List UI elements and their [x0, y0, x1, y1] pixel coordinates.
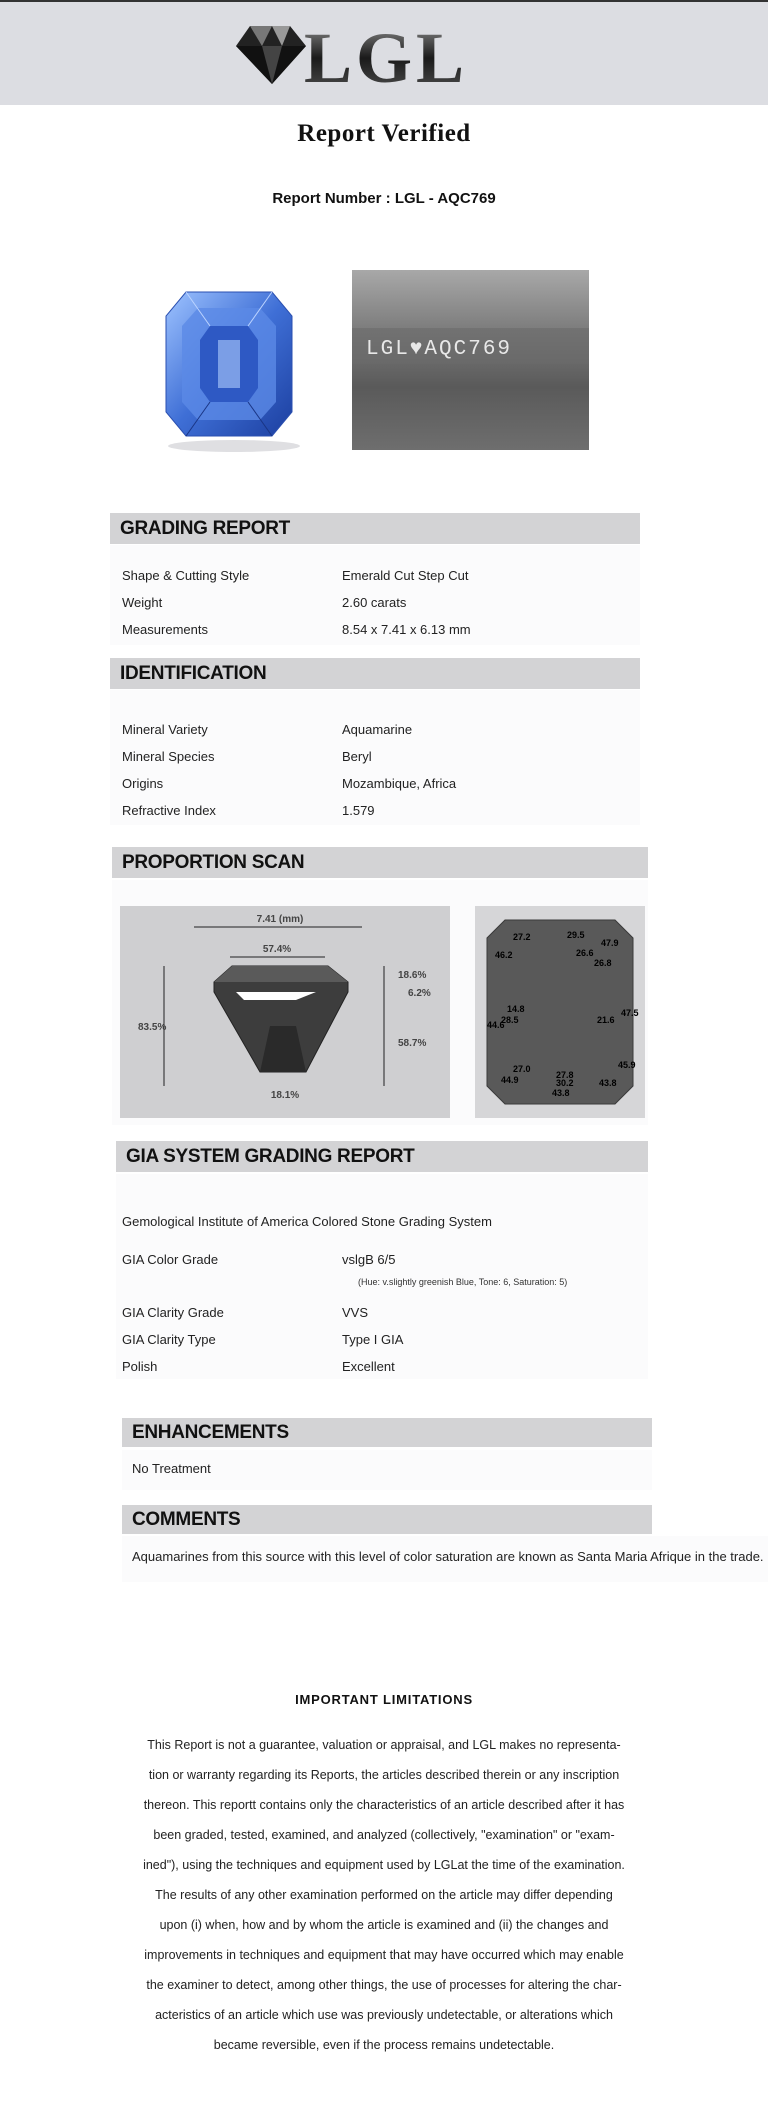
inscription-photo	[352, 270, 589, 450]
measurements-label: Measurements	[122, 622, 208, 637]
origins-label: Origins	[122, 776, 164, 791]
face-label: 45.9	[618, 1060, 636, 1070]
profile-diagram-svg	[120, 906, 450, 1118]
inscription-text: LGL♥AQC769	[366, 338, 513, 361]
gia-clarity-type-value: Type I GIA	[342, 1332, 404, 1347]
weight-value: 2.60 carats	[342, 595, 407, 610]
face-label: 44.9	[501, 1075, 519, 1085]
identification-heading: IDENTIFICATION	[110, 658, 640, 689]
face-label: 27.2	[513, 932, 531, 942]
weight-label: Weight	[122, 595, 163, 610]
face-label: 47.9	[601, 938, 619, 948]
mineral-variety-label: Mineral Variety	[122, 722, 208, 737]
limitations-text	[114, 1730, 654, 2060]
mineral-variety-value: Aquamarine	[342, 722, 413, 737]
lgl-logo	[232, 14, 492, 94]
polish-label: Polish	[122, 1359, 158, 1374]
face-diagram	[475, 906, 645, 1118]
gia-clarity-type-label: GIA Clarity Type	[122, 1332, 216, 1347]
grading-report-heading: GRADING REPORT	[110, 513, 640, 544]
face-label: 29.5	[567, 930, 585, 940]
limitations-line: became reversible, even if the process remains undetectable.	[213, 2038, 555, 2052]
face-label: 47.5	[621, 1008, 639, 1018]
face-label: 46.2	[495, 950, 513, 960]
face-label: 43.8	[599, 1078, 617, 1088]
comments-heading: COMMENTS	[122, 1505, 652, 1534]
face-label: 26.8	[594, 958, 612, 968]
proportion-scan-heading: PROPORTION SCAN	[112, 847, 648, 878]
gia-clarity-grade-label: GIA Clarity Grade	[122, 1305, 224, 1320]
face-label: 28.5	[501, 1015, 519, 1025]
mineral-species-value: Beryl	[342, 749, 372, 764]
gia-report-heading: GIA SYSTEM GRADING REPORT	[116, 1141, 648, 1172]
shape-label: Shape & Cutting Style	[122, 568, 250, 583]
face-label: 43.8	[552, 1088, 570, 1098]
crown-label: 18.6%	[398, 970, 427, 981]
enhancements-heading: ENHANCEMENTS	[122, 1418, 652, 1447]
pavilion-label: 58.7%	[398, 1038, 427, 1049]
limitations-line: been graded, tested, examined, and analyzed (collectively, "examination" or "exam-	[153, 1828, 615, 1842]
depth-label: 83.5%	[138, 1022, 167, 1033]
limitations-line: upon (i) when, how and by whom the article is examined and (ii) the changes and	[159, 1918, 609, 1932]
polish-value: Excellent	[342, 1359, 395, 1374]
table-label: 57.4%	[262, 944, 292, 955]
gia-color-value: vslgB 6/5	[342, 1252, 396, 1267]
gia-color-note: (Hue: v.slightly greenish Blue, Tone: 6, Saturation: 5)	[358, 1277, 568, 1287]
limitations-line: acteristics of an article which use was previously undetectable, or alterations which	[155, 2008, 613, 2022]
face-diagram-svg	[475, 906, 645, 1118]
limitations-line: tion or warranty regarding its Reports, the articles described therein or any inscription	[148, 1768, 620, 1782]
shape-value: Emerald Cut Step Cut	[342, 568, 469, 583]
origins-value: Mozambique, Africa	[342, 776, 457, 791]
face-label: 21.6	[597, 1015, 615, 1025]
limitations-line: improvements in techniques and equipment that may have occurred which may enable	[144, 1948, 624, 1962]
gia-system-name: Gemological Institute of America Colored Stone Grading System	[122, 1214, 492, 1229]
enhancements-text: No Treatment	[132, 1461, 211, 1476]
refractive-index-label: Refractive Index	[122, 803, 216, 818]
comments-text: Aquamarines from this source with this level of color saturation are known as Santa Maria Afrique in the trade.	[132, 1549, 764, 1564]
gem-photo	[134, 270, 324, 458]
limitations-heading: IMPORTANT LIMITATIONS	[295, 1692, 473, 1707]
girdle-label: 6.2%	[408, 988, 431, 999]
limitations-line: the examiner to detect, among other things, the use of processes for altering the char-	[146, 1978, 622, 1992]
profile-diagram	[120, 906, 450, 1118]
face-label: 44.6	[487, 1020, 505, 1030]
report-number: Report Number : LGL - AQC769	[272, 190, 496, 207]
page-title: Report Verified	[297, 120, 471, 147]
refractive-index-value: 1.579	[342, 803, 375, 818]
limitations-line: thereon. This reportt contains only the characteristics of an article described after it has	[143, 1798, 625, 1812]
mineral-species-label: Mineral Species	[122, 749, 215, 764]
limitations-line: ined"), using the techniques and equipment used by LGLat the time of the examination.	[143, 1858, 625, 1872]
face-label: 27.8	[556, 1070, 574, 1080]
width-label: 7.41 (mm)	[256, 914, 304, 925]
face-label: 14.8	[507, 1004, 525, 1014]
gia-color-label: GIA Color Grade	[122, 1252, 219, 1267]
logo-text: LGL	[304, 18, 469, 94]
face-label: 27.0	[513, 1064, 531, 1074]
limitations-line: The results of any other examination performed on the article may differ depending	[155, 1888, 613, 1902]
culet-label: 18.1%	[270, 1090, 300, 1101]
gia-clarity-grade-value: VVS	[342, 1305, 369, 1320]
face-label: 26.6	[576, 948, 594, 958]
limitations-line: This Report is not a guarantee, valuation or appraisal, and LGL makes no representa-	[147, 1738, 621, 1752]
face-label: 30.2	[556, 1078, 574, 1088]
measurements-value: 8.54 x 7.41 x 6.13 mm	[342, 622, 471, 637]
